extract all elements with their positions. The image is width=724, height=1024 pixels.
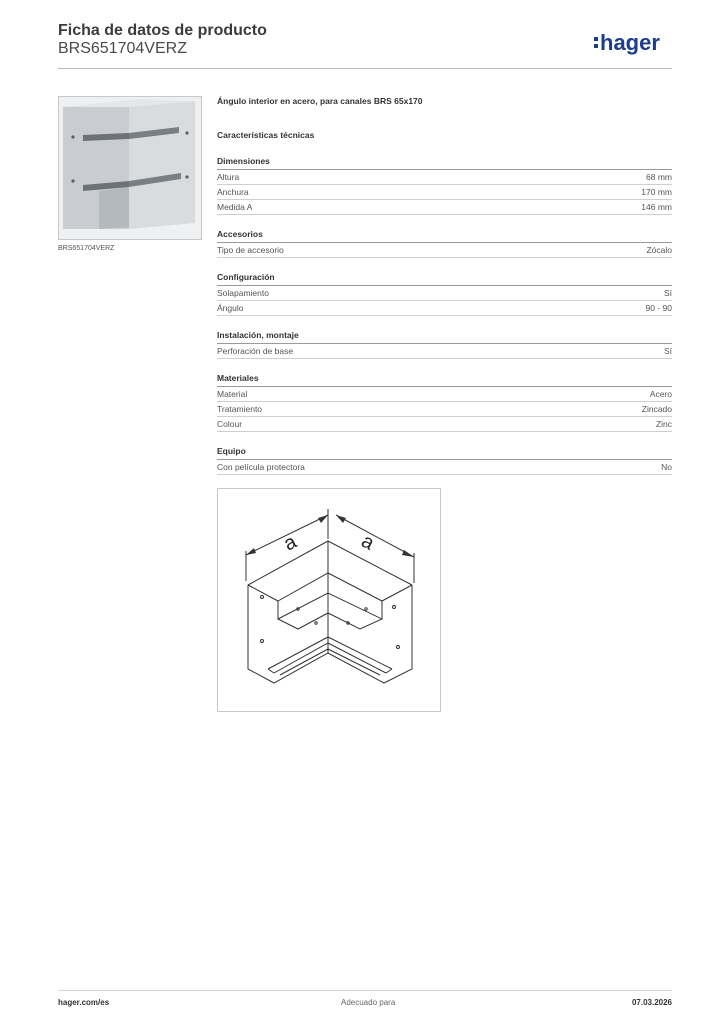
spec-row xyxy=(217,417,672,432)
spec-value: Zinc xyxy=(655,419,672,429)
section-instalacion xyxy=(217,330,672,359)
footer-divider xyxy=(58,990,672,991)
spec-label: Anchura xyxy=(217,187,249,197)
section-title: Instalación, montaje xyxy=(217,330,672,344)
spec-label: Medida A xyxy=(217,202,253,212)
spec-row xyxy=(217,200,672,215)
spec-value: Acero xyxy=(649,389,672,399)
photo-caption: BRS651704VERZ xyxy=(58,245,115,252)
hager-logo[interactable] xyxy=(592,26,676,58)
spec-value: Zócalo xyxy=(646,245,672,255)
technical-drawing xyxy=(217,488,441,712)
product-details xyxy=(217,96,672,507)
footer-date: 07.03.2026 xyxy=(631,998,672,1007)
spec-value: Zincado xyxy=(641,404,672,414)
spec-label: Tratamiento xyxy=(217,404,263,414)
dimension-label-a-left: a xyxy=(280,530,301,556)
product-description: Ángulo interior en acero, para canales BRS 65x170 xyxy=(217,96,423,106)
spec-label: Altura xyxy=(217,172,240,182)
spec-row xyxy=(217,387,672,402)
spec-row xyxy=(217,170,672,185)
spec-row xyxy=(217,344,672,359)
section-title: Equipo xyxy=(217,446,672,460)
product-photo xyxy=(58,96,202,240)
spec-value: 146 mm xyxy=(641,202,672,212)
spec-value: Sí xyxy=(663,346,672,356)
section-configuracion xyxy=(217,272,672,316)
spec-row xyxy=(217,301,672,316)
spec-label: Tipo de accesorio xyxy=(217,245,284,255)
section-materiales xyxy=(217,373,672,432)
spec-row xyxy=(217,460,672,475)
section-dimensiones xyxy=(217,156,672,215)
section-title: Dimensiones xyxy=(217,156,672,170)
spec-label: Perforación de base xyxy=(217,346,294,356)
spec-row xyxy=(217,402,672,417)
dimension-label-a-right: a xyxy=(357,529,378,555)
footer-suitable-for: Adecuado para xyxy=(341,998,396,1007)
spec-value: 170 mm xyxy=(641,187,672,197)
spec-row xyxy=(217,286,672,301)
spec-label: Colour xyxy=(217,419,243,429)
spec-label: Con película protectora xyxy=(217,462,305,472)
section-title: Accesorios xyxy=(217,229,672,243)
spec-value: Sí xyxy=(663,288,672,298)
technical-drawing-image xyxy=(218,489,440,711)
header-title: Ficha de datos de producto xyxy=(58,22,267,39)
section-title: Configuración xyxy=(217,272,672,286)
header-divider xyxy=(58,68,672,69)
product-photo-image xyxy=(59,97,201,239)
section-equipo xyxy=(217,446,672,475)
spec-label: Solapamiento xyxy=(217,288,269,298)
section-title: Materiales xyxy=(217,373,672,387)
footer-website-link[interactable]: hager.com/es xyxy=(58,998,110,1007)
spec-row xyxy=(217,243,672,258)
section-accesorios xyxy=(217,229,672,258)
logo-text: hager xyxy=(600,30,660,55)
spec-label: Material xyxy=(217,389,248,399)
spec-value: 68 mm xyxy=(646,172,672,182)
spec-row xyxy=(217,185,672,200)
spec-label: Ángulo xyxy=(217,303,244,313)
spec-value: 90 - 90 xyxy=(645,303,672,313)
spec-value: No xyxy=(661,462,672,472)
technical-characteristics-title: Características técnicas xyxy=(217,130,315,140)
product-code: BRS651704VERZ xyxy=(58,40,187,57)
